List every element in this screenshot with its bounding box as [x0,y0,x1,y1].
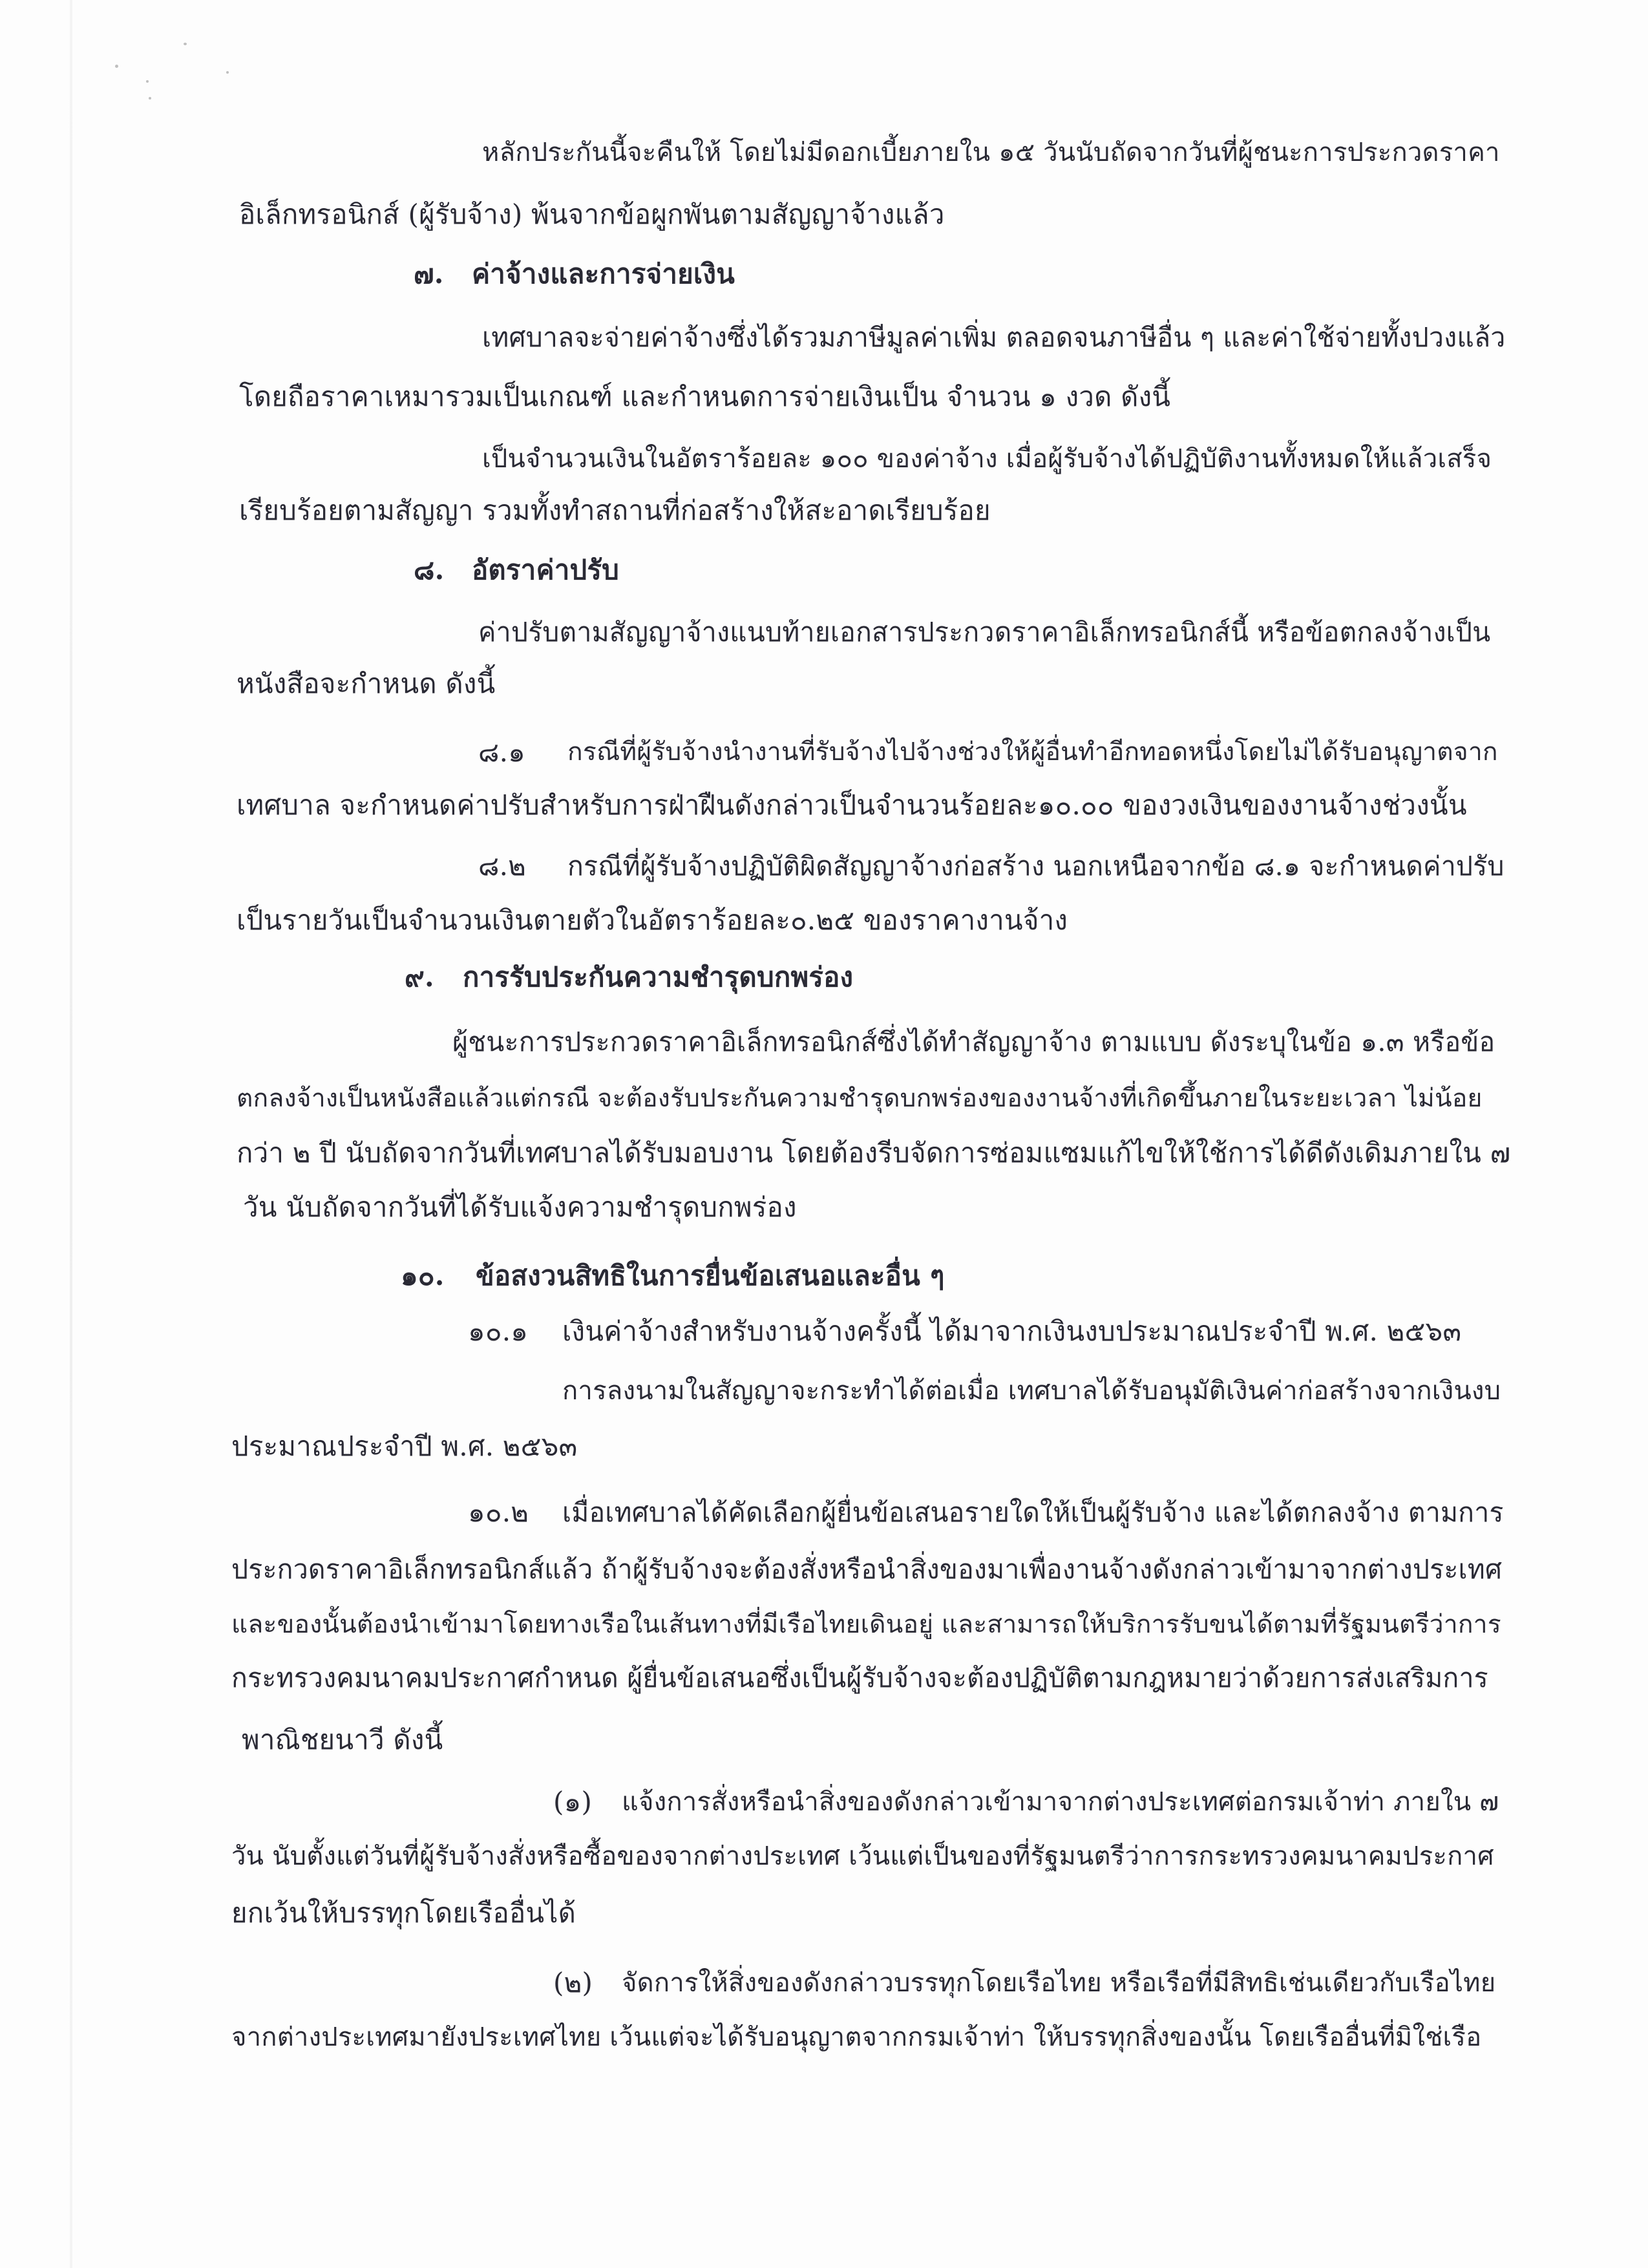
body-line: เมื่อเทศบาลได้คัดเลือกผู้ยื่นข้อเสนอรายใดให้เป็นผู้รับจ้าง และได้ตกลงจ้าง ตามการ [562,1497,1504,1528]
body-line: ประมาณประจำปี พ.ศ. ๒๕๖๓ [231,1430,578,1462]
body-line: จัดการให้สิ่งของดังกล่าวบรรทุกโดยเรือไทย หรือเรือที่มีสิทธิเช่นเดียวกับเรือไทย [622,1968,1496,1998]
scan-speck [184,43,187,45]
body-line: การลงนามในสัญญาจะกระทำได้ต่อเมื่อ เทศบาลได้รับอนุมัติเงินค่าก่อสร้างจากเงินงบ [562,1376,1501,1406]
clause-10-2-2-number: (๒) [553,1967,593,1998]
body-line: กรณีที่ผู้รับจ้างปฏิบัติผิดสัญญาจ้างก่อสร้าง นอกเหนือจากข้อ ๘.๑ จะกำหนดค่าปรับ [567,851,1505,882]
body-line: กรณีที่ผู้รับจ้างนำงานที่รับจ้างไปจ้างช่วงให้ผู้อื่นทำอีกทอดหนึ่งโดยไม่ได้รับอนุญาตจาก [567,737,1498,767]
clause-10-2-1-number: (๑) [553,1786,593,1818]
section-10-heading: ข้อสงวนสิทธิในการยื่นข้อเสนอและอื่น ๆ [476,1260,945,1291]
body-line: อิเล็กทรอนิกส์ (ผู้รับจ้าง) พ้นจากข้อผูกพันตามสัญญาจ้างแล้ว [239,198,945,230]
scan-speck [149,97,151,100]
body-line: แจ้งการสั่งหรือนำสิ่งของดังกล่าวเข้ามาจากต่างประเทศต่อกรมเจ้าท่า ภายใน ๗ [622,1787,1499,1817]
scan-speck [146,80,149,83]
scan-edge-shadow [70,0,72,2268]
section-8-number: ๘. [414,554,445,586]
body-line: พาณิชยนาวี ดังนี้ [242,1724,443,1755]
body-line: เงินค่าจ้างสำหรับงานจ้างครั้งนี้ ได้มาจากเงินงบประมาณประจำปี พ.ศ. ๒๕๖๓ [562,1315,1462,1347]
body-line: ผู้ชนะการประกวดราคาอิเล็กทรอนิกส์ซึ่งได้ทำสัญญาจ้าง ตามแบบ ดังระบุในข้อ ๑.๓ หรือข้อ [452,1026,1495,1057]
clause-8-1-number: ๘.๑ [478,736,526,768]
body-line: โดยถือราคาเหมารวมเป็นเกณฑ์ และกำหนดการจ่ายเงินเป็น จำนวน ๑ งวด ดังนี้ [239,381,1171,412]
section-10-number: ๑๐. [401,1260,445,1291]
section-9-heading: การรับประกันความชำรุดบกพร่อง [463,961,854,993]
body-line: ค่าปรับตามสัญญาจ้างแนบท้ายเอกสารประกวดราคาอิเล็กทรอนิกส์นี้ หรือข้อตกลงจ้างเป็น [478,617,1491,648]
body-line: ยกเว้นให้บรรทุกโดยเรืออื่นได้ [231,1897,576,1929]
body-line: เป็นจำนวนเงินในอัตราร้อยละ ๑๐๐ ของค่าจ้าง เมื่อผู้รับจ้างได้ปฏิบัติงานทั้งหมดให้แล้วเสร็จ [482,444,1492,474]
body-line: และของนั้นต้องนำเข้ามาโดยทางเรือในเส้นทางที่มีเรือไทยเดินอยู่ และสามารถให้บริการรับขนได้ตามที่รัฐมนตรีว่าการ [231,1610,1501,1639]
section-8-heading: อัตราค่าปรับ [472,554,620,586]
clause-8-2-number: ๘.๒ [478,850,527,882]
section-9-number: ๙. [405,961,434,993]
section-7-heading: ค่าจ้างและการจ่ายเงิน [472,258,735,290]
body-line: เรียบร้อยตามสัญญา รวมทั้งทำสถานที่ก่อสร้างให้สะอาดเรียบร้อย [239,494,991,526]
body-line: จากต่างประเทศมายังประเทศไทย เว้นแต่จะได้รับอนุญาตจากกรมเจ้าท่า ให้บรรทุกสิ่งของนั้น โดยเรืออื่นที่มิใช่เรือ [231,2022,1482,2052]
body-line: ตกลงจ้างเป็นหนังสือแล้วแต่กรณี จะต้องรับประกันความชำรุดบกพร่องของงานจ้างที่เกิดขึ้นภายในระยะเวลา ไม่น้อย [237,1084,1483,1113]
scan-speck [226,71,229,74]
clause-10-2-number: ๑๐.๒ [468,1496,529,1528]
body-line: เป็นรายวันเป็นจำนวนเงินตายตัวในอัตราร้อยละ๐.๒๕ ของราคางานจ้าง [237,904,1068,936]
section-7-number: ๗. [414,258,444,290]
clause-10-1-number: ๑๐.๑ [468,1315,529,1347]
body-line: เทศบาล จะกำหนดค่าปรับสำหรับการฝ่าฝืนดังกล่าวเป็นจำนวนร้อยละ๑๐.๐๐ ของวงเงินของงานจ้างช่วงนั้น [237,789,1467,821]
body-line: กระทรวงคมนาคมประกาศกำหนด ผู้ยื่นข้อเสนอซึ่งเป็นผู้รับจ้างจะต้องปฏิบัติตามกฎหมายว่าด้วยการส่งเสริมการ [231,1662,1488,1693]
body-line: วัน นับตั้งแต่วันที่ผู้รับจ้างสั่งหรือซื้อของจากต่างประเทศ เว้นแต่เป็นของที่รัฐมนตรีว่าการกระทรวงคมนาคมประกาศ [231,1841,1494,1871]
body-line: เทศบาลจะจ่ายค่าจ้างซึ่งได้รวมภาษีมูลค่าเพิ่ม ตลอดจนภาษีอื่น ๆ และค่าใช้จ่ายทั้งปวงแล้ว [482,322,1506,353]
body-line: กว่า ๒ ปี นับถัดจากวันที่เทศบาลได้รับมอบงาน โดยต้องรีบจัดการซ่อมแซมแก้ไขให้ใช้การได้ดีดังเดิมภายใน ๗ [237,1137,1511,1169]
body-line: ประกวดราคาอิเล็กทรอนิกส์แล้ว ถ้าผู้รับจ้างจะต้องสั่งหรือนำสิ่งของมาเพื่องานจ้างดังกล่าวเข้ามาจากต่างประเทศ [231,1554,1503,1585]
body-line: หลักประกันนี้จะคืนให้ โดยไม่มีดอกเบี้ยภายใน ๑๕ วันนับถัดจากวันที่ผู้ชนะการประกวดราคา [482,138,1500,167]
scan-speck [115,65,118,68]
body-line: วัน นับถัดจากวันที่ได้รับแจ้งความชำรุดบกพร่อง [243,1191,797,1223]
body-line: หนังสือจะกำหนด ดังนี้ [237,668,496,699]
